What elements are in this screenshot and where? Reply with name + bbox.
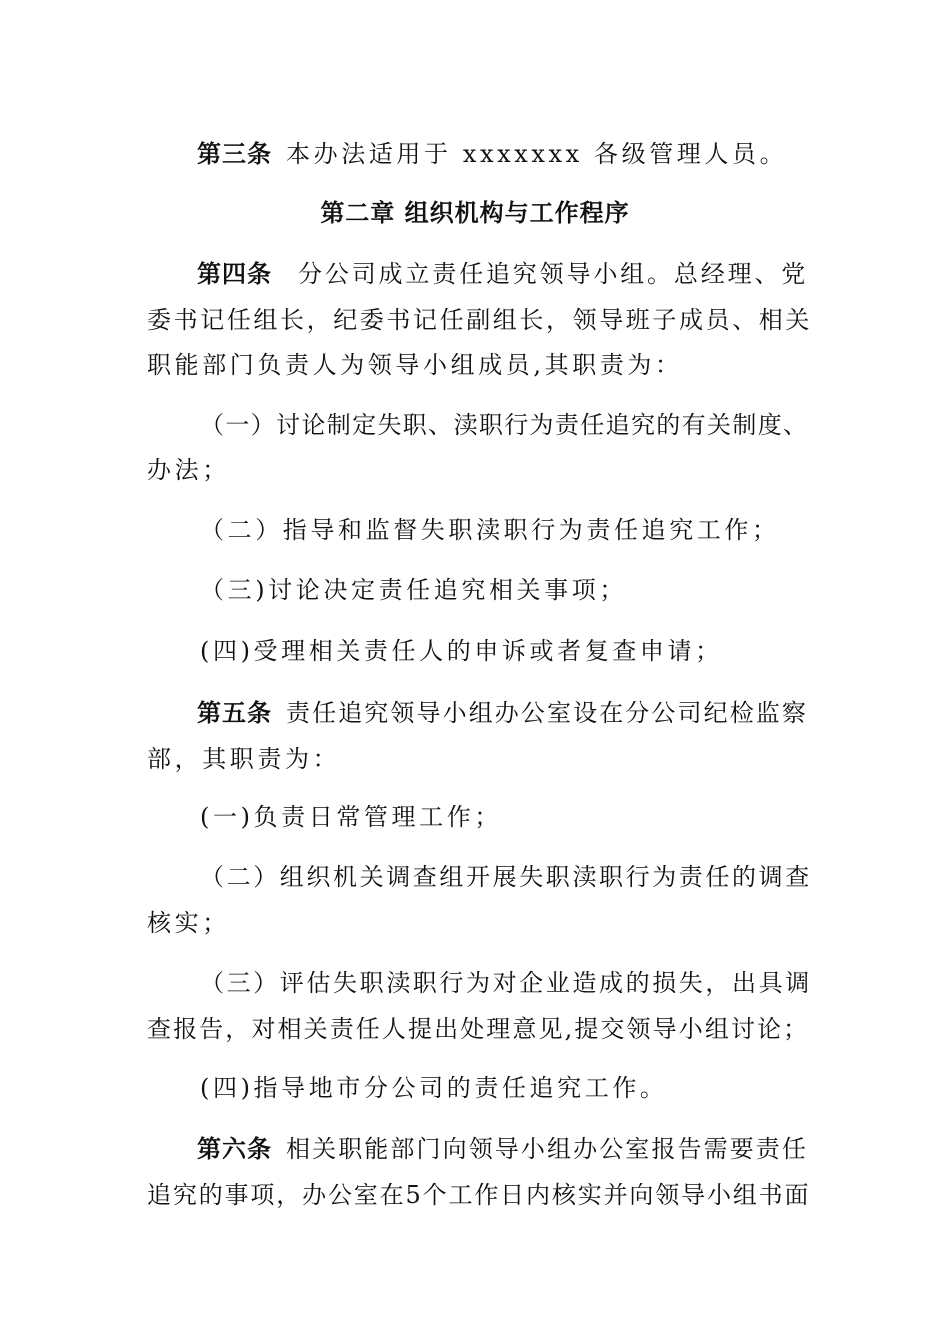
article-6-text-1: 相关职能部门向领导小组办公室报告需要责任 — [286, 1135, 808, 1163]
article-5-item-4: (四)指导地市分公司的责任追究工作。 — [200, 1074, 668, 1102]
article-3-text: 本办法适用于 xxxxxxx 各级管理人员。 — [286, 140, 788, 168]
article-3-label: 第三条 — [197, 140, 272, 168]
article-4-label: 第四条 — [197, 260, 272, 288]
article-4-item-1-line-1: （一）讨论制定失职、渎职行为责任追究的有关制度、 — [200, 411, 809, 439]
article-4-item-1-line-2: 办法； — [147, 456, 230, 484]
article-5-item-2-line-2: 核实； — [147, 909, 230, 937]
article-4-item-3: （三)讨论决定责任追究相关事项； — [200, 576, 627, 604]
article-4-line-3: 职能部门负责人为领导小组成员,其职责为： — [147, 351, 683, 379]
article-5-line-2: 部，其职责为： — [147, 745, 341, 773]
article-3-line — [197, 139, 787, 169]
article-4-item-4: (四)受理相关责任人的申诉或者复查申请； — [200, 637, 723, 665]
article-4-item-2: （二）指导和监督失职渎职行为责任追究工作； — [200, 516, 780, 544]
article-4-line-1 — [197, 259, 808, 289]
article-5-item-2-line-1: （二）组织机关调查组开展失职渎职行为责任的调查 — [200, 863, 812, 891]
article-5-label: 第五条 — [197, 699, 272, 727]
article-5-item-3-line-1: （三）评估失职渎职行为对企业造成的损失，出具调 — [200, 969, 812, 997]
article-5-text-1: 责任追究领导小组办公室设在分公司纪检监察 — [286, 699, 808, 727]
article-4-line-2: 委书记任组长，纪委书记任副组长，领导班子成员、相关 — [147, 306, 812, 334]
article-6-line-2: 追究的事项，办公室在5个工作日内核实并向领导小组书面 — [147, 1181, 811, 1209]
article-6-label: 第六条 — [197, 1135, 272, 1163]
article-5-line-1 — [197, 698, 808, 728]
article-5-item-3-line-2: 查报告，对相关责任人提出处理意见,提交领导小组讨论； — [147, 1015, 810, 1043]
article-5-item-1: (一)负责日常管理工作； — [200, 803, 502, 831]
article-4-text-1: 分公司成立责任追究领导小组。总经理、党 — [298, 260, 809, 288]
article-6-line-1 — [197, 1134, 808, 1164]
chapter-2-title: 第二章 组织机构与工作程序 — [320, 199, 630, 227]
